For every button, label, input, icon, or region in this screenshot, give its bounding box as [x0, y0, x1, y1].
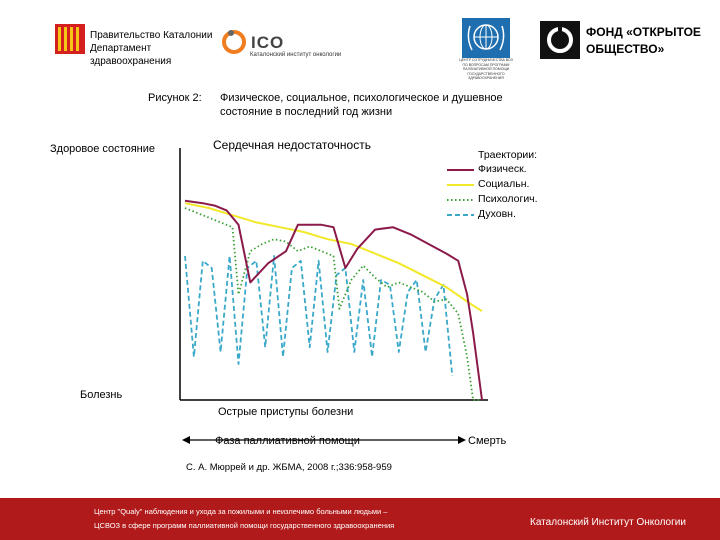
phase-arrow-head-right — [458, 436, 466, 444]
figure-label: Рисунок 2: — [148, 92, 202, 104]
who-line: ПО ВОПРОСАМ ПРОГРАММ — [462, 62, 510, 67]
legend-title: Траектории: — [478, 149, 538, 161]
footer-left-text — [94, 505, 394, 533]
gov-line: Департамент — [90, 43, 152, 54]
footer-right-text: Каталонский Институт Онкологии — [530, 517, 686, 528]
death-label: Смерть — [468, 435, 507, 447]
who-line: ГОСУДАРСТВЕННОГО — [467, 71, 505, 76]
legend-label-psychological: Психологич. — [478, 193, 538, 205]
figure-title-line2: состояние в последний год жизни — [220, 106, 393, 118]
ico-logo-text: ICO — [251, 33, 285, 52]
who-line: ЗДРАВООХРАНЕНИЯ — [468, 76, 504, 80]
osf-line: ОБЩЕСТВО» — [586, 42, 665, 56]
who-line: ПАЛЛИАТИВНОЙ ПОМОЩИ — [462, 67, 510, 71]
citation: С. А. Мюррей и др. ЖБМА, 2008 г.;336:958-959 — [186, 462, 392, 473]
phase-arrow-head-left — [182, 436, 190, 444]
palliative-phase-label: Фаза паллиативной помощи — [215, 435, 360, 447]
footer-line2: ЦСВОЗ в сфере программ паллиативной помощи государственного здравоохранения — [94, 521, 395, 530]
ico-subtitle: Каталонский институт онкологии — [250, 52, 342, 58]
osf-line: ФОНД «ОТКРЫТОЕ — [586, 25, 701, 39]
y-axis-bottom-label: Болезнь — [80, 389, 123, 401]
gov-line: Правительство Каталонии — [90, 30, 213, 41]
figure-title-line1: Физическое, социальное, психологическое и душевное — [220, 92, 503, 104]
acute-episodes-label: Острые приступы болезни — [218, 406, 354, 418]
gov-line: здравоохранения — [90, 56, 172, 67]
footer-line1: Центр "Qualy" наблюдения и ухода за пожилыми и неизлечимо больными людьми – — [94, 507, 388, 516]
chart-subtitle: Сердечная недостаточность — [213, 138, 371, 152]
legend-label-social: Социальн. — [478, 178, 530, 190]
series-spiritual — [185, 256, 452, 376]
who-line: ЦЕНТР СОТРУДНИЧЕСТВА ВОЗ — [459, 58, 513, 62]
legend-label-spiritual: Духовн. — [478, 208, 516, 220]
y-axis-top-label: Здоровое состояние — [50, 143, 155, 155]
legend-label-physical: Физическ. — [478, 163, 527, 175]
